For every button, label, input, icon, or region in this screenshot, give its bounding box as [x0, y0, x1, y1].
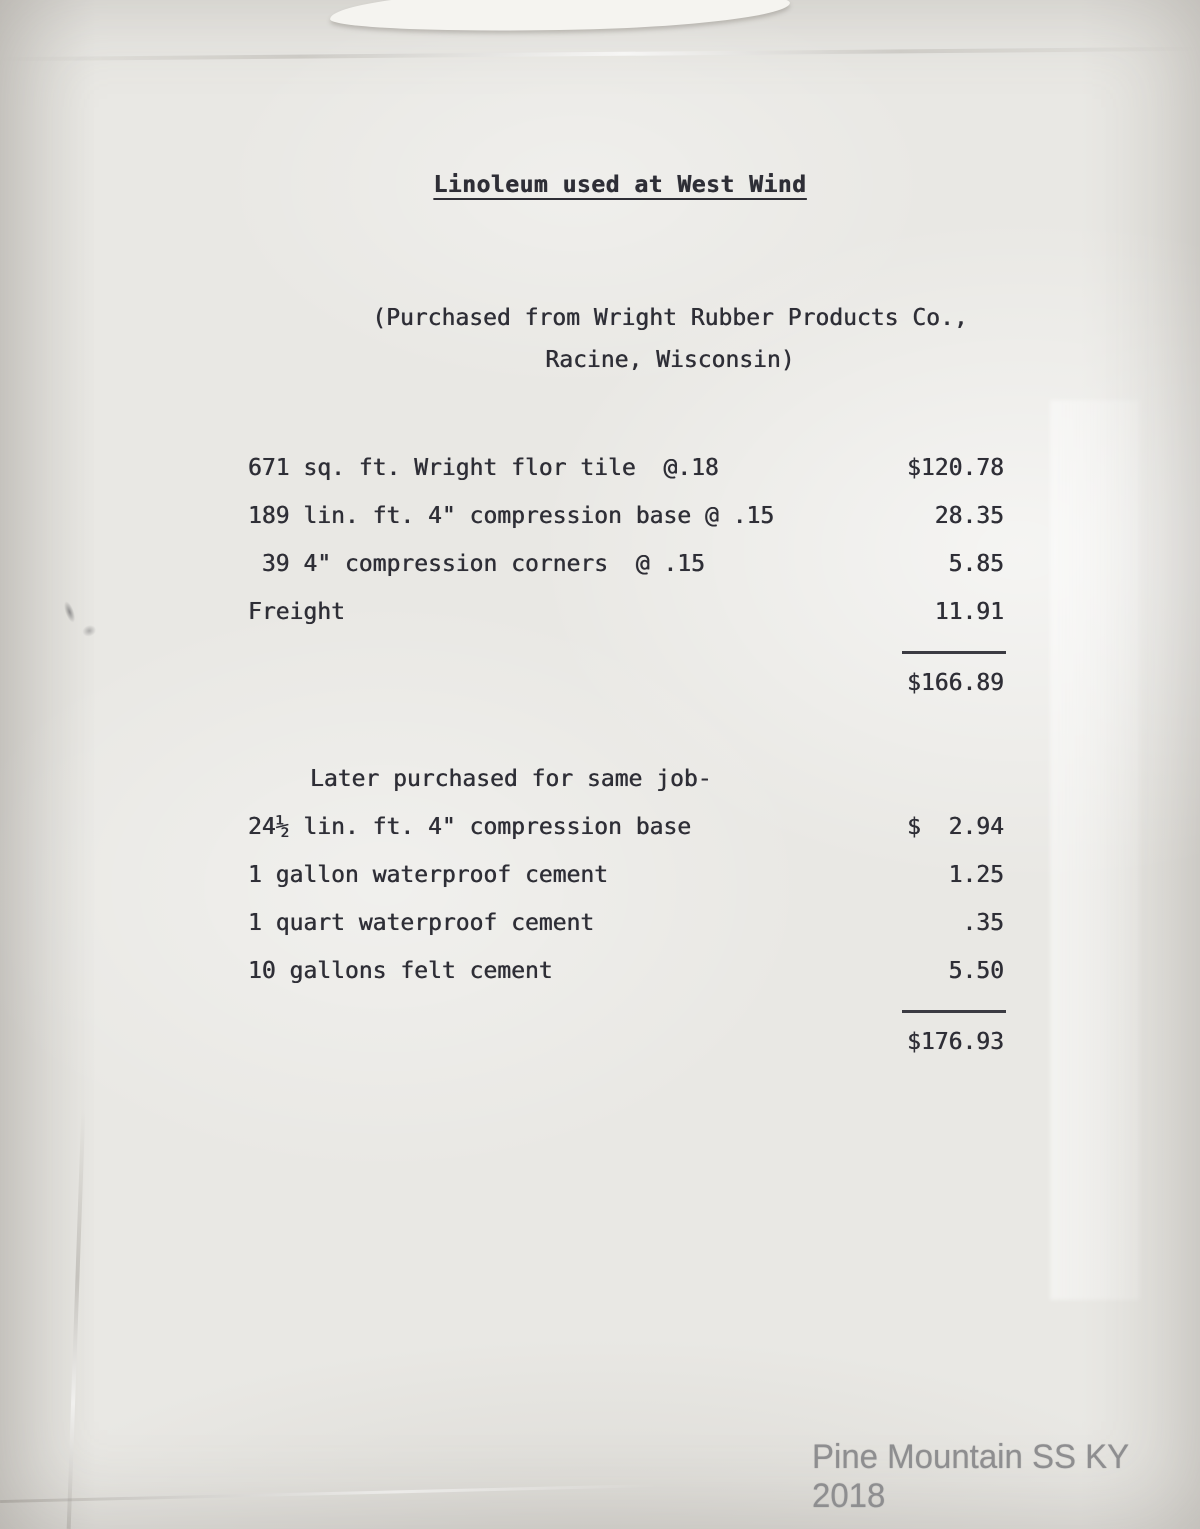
line-item — [248, 910, 1004, 958]
grand-total: $176.93 — [907, 1029, 1004, 1055]
line-item — [248, 455, 1004, 503]
line-item — [248, 599, 1004, 647]
later-purchase-heading: Later purchased for same job- — [310, 766, 712, 792]
total-rule — [902, 651, 1006, 654]
initial-purchase-list — [248, 455, 1004, 696]
document-title: Linoleum used at West Wind — [433, 172, 807, 198]
later-purchase-list — [248, 766, 1004, 1055]
line-item — [248, 503, 1004, 551]
line-item — [248, 814, 1004, 862]
item-label: 39 4" compression corners @ .15 — [248, 551, 705, 577]
item-amount: $120.78 — [907, 455, 1004, 481]
purchase-source — [300, 297, 1040, 381]
item-amount: 5.85 — [948, 551, 1004, 577]
section-total: $166.89 — [907, 670, 1004, 696]
item-label: Freight — [248, 599, 345, 625]
item-amount: 1.25 — [948, 862, 1004, 888]
item-amount: 5.50 — [948, 958, 1004, 984]
item-label: 24½ lin. ft. 4" compression base — [248, 814, 692, 840]
item-label: 1 gallon waterproof cement — [248, 862, 609, 888]
item-label: 189 lin. ft. 4" compression base @ .15 — [248, 503, 775, 529]
paper-crease-bottom — [0, 1484, 660, 1503]
purchase-source-line-1: (Purchased from Wright Rubber Products Co., — [372, 305, 968, 331]
paper-crease-left — [67, 1109, 86, 1529]
line-item — [248, 958, 1004, 1006]
item-amount: 28.35 — [934, 503, 1004, 529]
section-total-row — [248, 1029, 1004, 1055]
line-item — [248, 551, 1004, 599]
section-total-row — [248, 670, 1004, 696]
item-amount: .35 — [962, 910, 1004, 936]
purchase-source-line-2: Racine, Wisconsin) — [545, 347, 795, 373]
item-label: 10 gallons felt cement — [248, 958, 553, 984]
item-amount: $ 2.94 — [907, 814, 1004, 840]
archive-watermark: Pine Mountain SS KY 2018 — [812, 1438, 1129, 1515]
paper-crease-top — [0, 47, 1200, 61]
item-label: 1 quart waterproof cement — [248, 910, 595, 936]
scan-light-band — [1050, 400, 1140, 1300]
ink-smudge — [40, 580, 120, 666]
item-amount: 11.91 — [934, 599, 1004, 625]
item-label: 671 sq. ft. Wright flor tile @.18 — [248, 455, 719, 481]
total-rule — [902, 1010, 1006, 1013]
paper-torn-edge — [330, 0, 791, 34]
line-item — [248, 862, 1004, 910]
